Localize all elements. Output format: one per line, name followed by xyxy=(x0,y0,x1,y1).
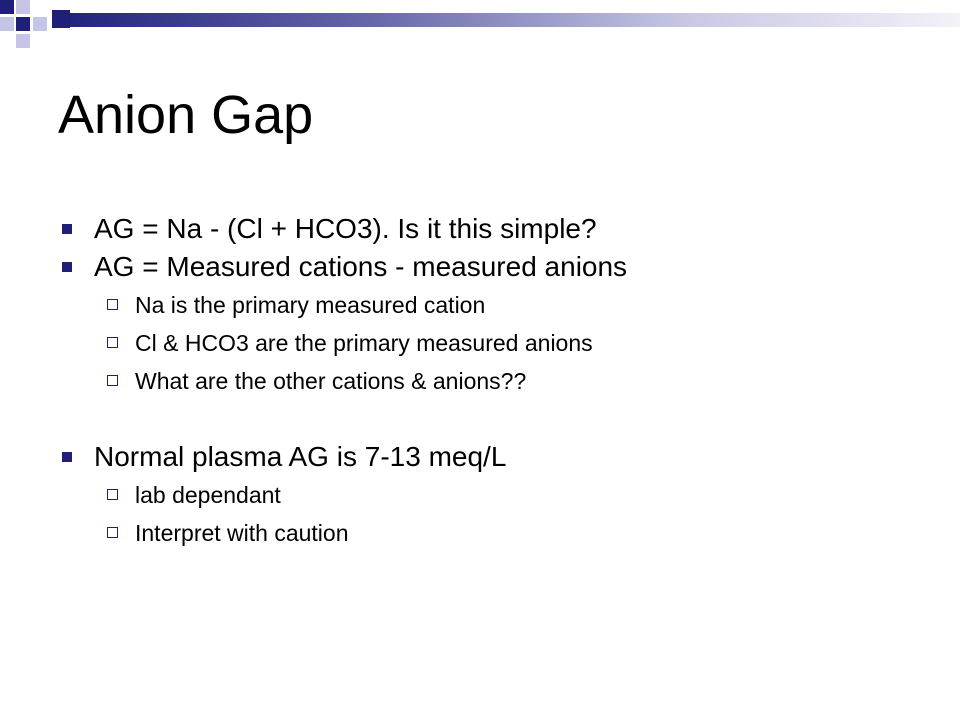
corner-square-icon xyxy=(16,0,30,14)
hollow-square-bullet-icon xyxy=(107,527,118,538)
filled-square-bullet-icon xyxy=(62,262,72,272)
corner-square-icon xyxy=(16,34,30,48)
bullet-item xyxy=(62,210,922,248)
bullet-text: Normal plasma AG is 7-13 meq/L xyxy=(94,441,507,472)
sub-bullet-text: Na is the primary measured cation xyxy=(135,292,486,318)
sub-bullet-text: Cl & HCO3 are the primary measured anions xyxy=(135,330,593,356)
hollow-square-bullet-icon xyxy=(107,489,118,500)
bullet-list xyxy=(62,210,922,552)
sub-bullet-item xyxy=(62,514,922,552)
sub-bullet-text: Interpret with caution xyxy=(135,520,349,546)
bullet-item xyxy=(62,438,922,476)
spacer xyxy=(62,400,922,438)
sub-bullet-item xyxy=(62,362,922,400)
sub-bullet-item xyxy=(62,324,922,362)
sub-bullet-item xyxy=(62,286,922,324)
bullet-item xyxy=(62,248,922,286)
corner-square-icon xyxy=(16,17,30,31)
filled-square-bullet-icon xyxy=(62,452,72,462)
corner-square-icon xyxy=(33,17,47,31)
corner-square-icon xyxy=(0,0,14,14)
corner-square-icon xyxy=(0,17,14,31)
bullet-text: AG = Measured cations - measured anions xyxy=(94,251,628,282)
slide-title: Anion Gap xyxy=(58,85,314,145)
hollow-square-bullet-icon xyxy=(107,299,118,310)
sub-bullet-text: lab dependant xyxy=(135,482,281,508)
sub-bullet-text: What are the other cations & anions?? xyxy=(135,368,527,394)
header-gradient-bar xyxy=(52,13,960,27)
hollow-square-bullet-icon xyxy=(107,375,118,386)
header-square-icon xyxy=(52,10,70,28)
bullet-text: AG = Na - (Cl + HCO3). Is it this simple? xyxy=(94,213,597,244)
filled-square-bullet-icon xyxy=(62,224,72,234)
hollow-square-bullet-icon xyxy=(107,337,118,348)
sub-bullet-item xyxy=(62,476,922,514)
